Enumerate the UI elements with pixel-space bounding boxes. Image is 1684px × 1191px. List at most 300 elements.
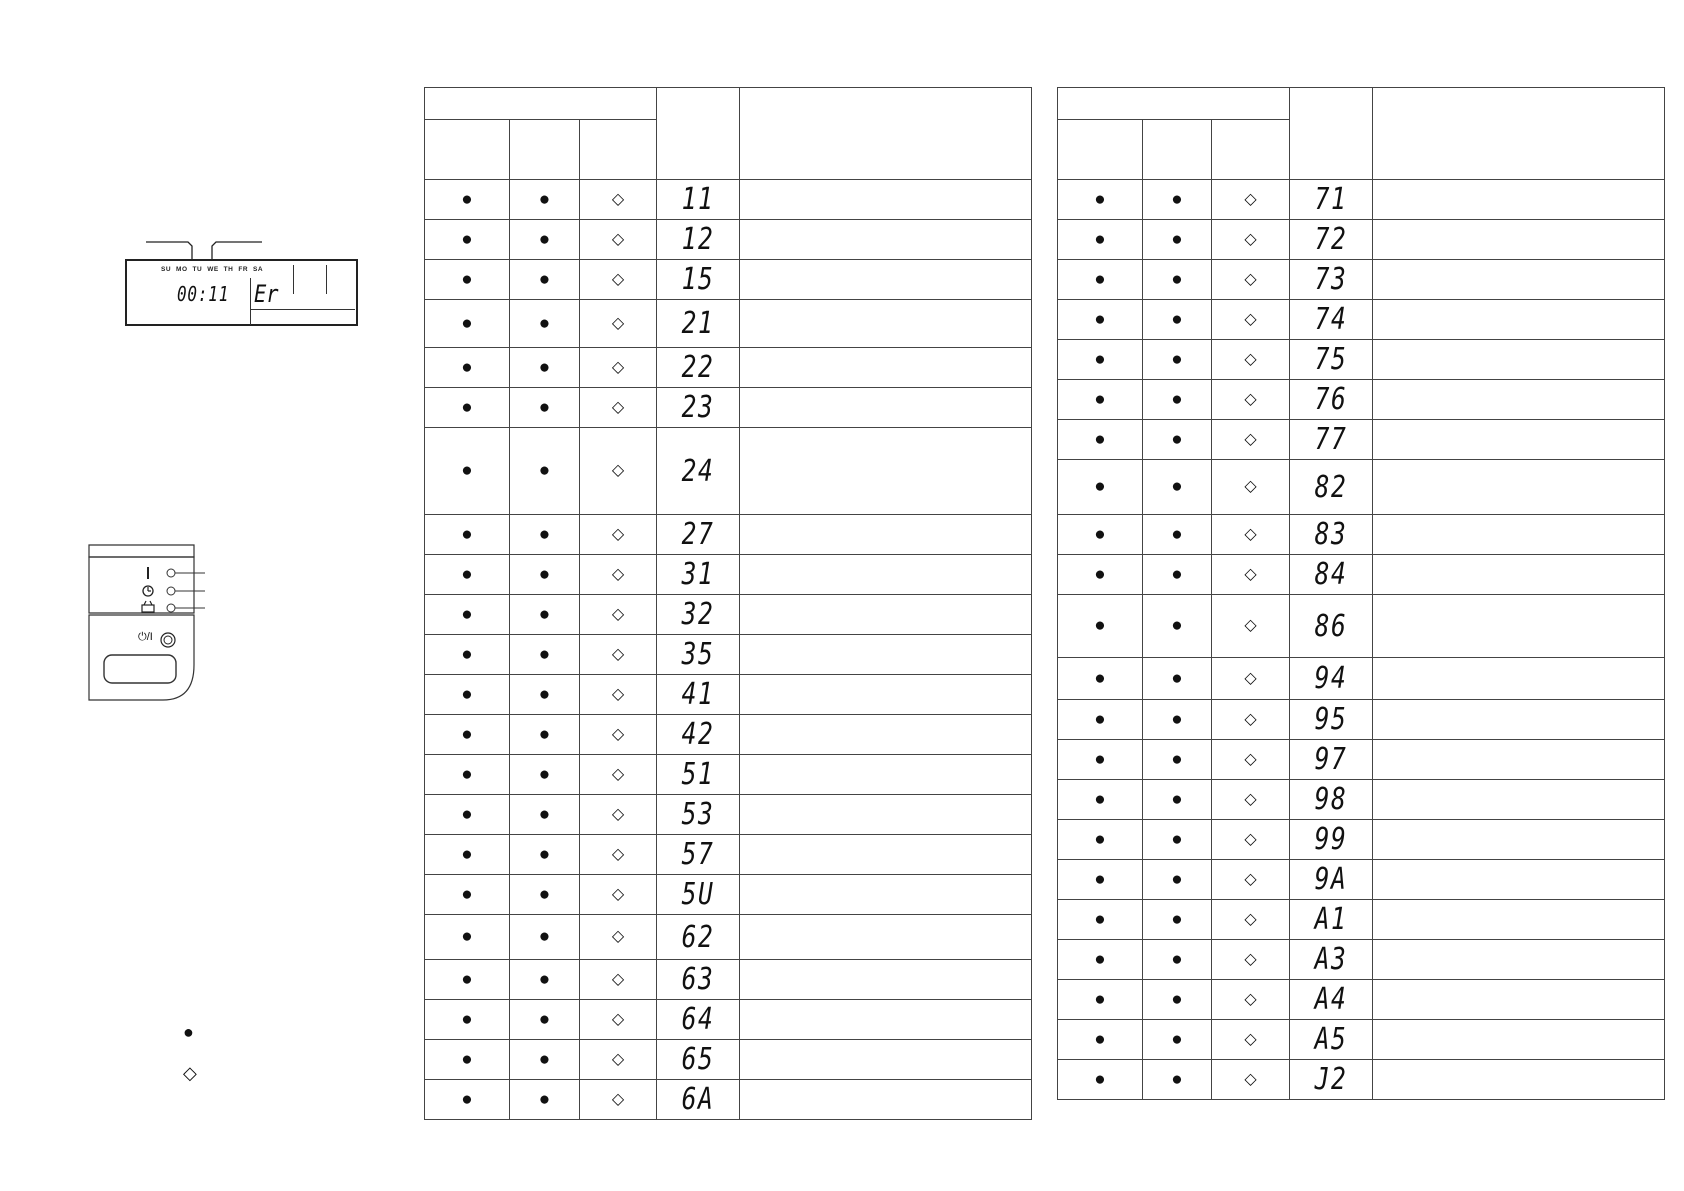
lamp-blink-indicator: ◇ [1244,990,1257,1008]
lamp-blink-indicator: ◇ [1244,478,1257,495]
description-cell-cell [1373,220,1665,260]
error-code: A4 [1314,982,1348,1017]
description-cell-cell [740,428,1032,515]
lamp-on-indicator: ● [461,312,473,334]
lamp-b-header [510,120,580,180]
description-cell-cell [740,1040,1032,1080]
error-code-cell [1290,900,1373,940]
lamp-blink-indicator-cell [580,595,657,635]
lamp-blink-indicator: ◇ [1244,190,1257,208]
lamp-on-indicator: ● [1094,428,1106,450]
error-code-cell [1290,595,1373,658]
table-row [425,1000,1032,1040]
table-row [425,755,1032,795]
error-code: 71 [1314,182,1348,217]
lamp-blink-indicator-cell [1212,940,1290,980]
lamp-on-indicator-cell [425,715,510,755]
lamp-on-indicator: ● [1171,476,1183,497]
lamp-blink-indicator-cell [1212,180,1290,220]
description-cell-cell [740,835,1032,875]
lamp-group-header [425,88,657,120]
description-cell-cell [740,555,1032,595]
description-header [740,88,1032,180]
description-cell-cell [1373,658,1665,700]
lamp-on-indicator-cell [425,595,510,635]
description-header [1373,88,1665,180]
lamp-on-indicator: ● [538,228,551,250]
description-cell-cell [1373,460,1665,515]
lamp-blink-indicator: ◇ [611,270,625,288]
lamp-on-indicator: ● [1171,748,1183,770]
lamp-on-indicator: ● [538,188,551,210]
description-cell-cell [740,960,1032,1000]
lamp-on-indicator: ● [461,1048,473,1070]
lamp-on-indicator-cell [1143,1060,1212,1100]
lamp-c-header [580,120,657,180]
error-code: 65 [681,1042,715,1077]
lcd-day: MO [176,266,188,273]
lamp-on-indicator-cell [510,875,580,915]
lcd-segment [326,265,327,294]
lamp-blink-indicator-cell [1212,740,1290,780]
lamp-on-indicator-cell [1058,820,1143,860]
table-row [1058,220,1665,260]
error-code-cell [657,220,740,260]
lamp-on-indicator: ● [1094,348,1106,370]
lamp-on-indicator-cell [425,1080,510,1120]
lamp-on-indicator: ● [461,883,473,905]
lamp-on-indicator: ● [538,683,551,705]
lamp-blink-indicator: ◇ [611,565,625,583]
lamp-on-indicator: ● [1094,1028,1106,1050]
error-code-cell [1290,1060,1373,1100]
lamp-on-indicator: ● [538,643,551,665]
lamp-blink-indicator-cell [580,1080,657,1120]
lamp-on-indicator-cell [510,1000,580,1040]
error-code-cell [1290,420,1373,460]
lamp-on-indicator-cell [1058,980,1143,1020]
table-row [1058,515,1665,555]
table-row [1058,780,1665,820]
lamp-on-indicator: ● [461,523,473,545]
lamp-blink-indicator: ◇ [1244,617,1257,634]
lamp-on-indicator-cell [510,595,580,635]
lamp-on-indicator: ● [538,723,551,745]
lamp-on-indicator: ● [1094,788,1106,810]
table-row [1058,180,1665,220]
description-cell-cell [1373,515,1665,555]
legend-on-symbol: ● [183,1022,194,1042]
lamp-on-indicator: ● [461,603,473,625]
lamp-blink-indicator-cell [580,1000,657,1040]
error-code-cell [1290,460,1373,515]
lamp-on-indicator-cell [1143,820,1212,860]
error-code-cell [1290,555,1373,595]
error-code-cell [657,835,740,875]
error-code-cell [657,1040,740,1080]
lamp-blink-indicator: ◇ [1244,710,1257,728]
error-code: 64 [681,1002,715,1037]
lamp-on-indicator: ● [538,396,551,418]
lamp-on-indicator-cell [425,915,510,960]
lamp-on-indicator: ● [1094,908,1106,930]
table-row [1058,980,1665,1020]
lamp-blink-indicator: ◇ [611,645,625,663]
error-code: 94 [1314,661,1348,696]
lcd-day: FR [238,266,249,273]
lamp-on-indicator-cell [425,755,510,795]
legend-blink-symbol: ◇ [183,1063,197,1083]
lamp-blink-indicator: ◇ [611,805,625,823]
lamp-on-indicator-cell [510,388,580,428]
table-row [425,875,1032,915]
error-code-cell [657,960,740,1000]
lcd-error-code: Er [254,280,279,308]
lamp-on-indicator: ● [1171,308,1183,330]
code-header [657,88,740,180]
description-cell-cell [740,795,1032,835]
description-cell-cell [740,715,1032,755]
lamp-blink-indicator-cell [1212,595,1290,658]
error-code: 27 [681,517,715,552]
error-code-cell [1290,260,1373,300]
error-code-cell [657,260,740,300]
error-code: 86 [1314,608,1348,644]
lamp-on-indicator-cell [425,515,510,555]
lamp-on-indicator-cell [1058,260,1143,300]
table-row [425,515,1032,555]
error-code: 84 [1314,557,1348,592]
lamp-on-indicator: ● [1094,268,1106,290]
error-code: 22 [681,350,715,385]
lamp-on-indicator-cell [1143,780,1212,820]
lamp-blink-indicator: ◇ [1244,870,1257,888]
lamp-on-indicator: ● [1171,228,1183,250]
lamp-on-indicator: ● [461,356,473,378]
lamp-on-indicator-cell [510,795,580,835]
lamp-on-indicator-cell [1143,740,1212,780]
lamp-on-indicator-cell [1143,300,1212,340]
error-code: 76 [1314,382,1348,417]
error-code-cell [1290,940,1373,980]
description-cell-cell [740,1080,1032,1120]
table-row [425,428,1032,515]
lamp-blink-indicator: ◇ [1244,750,1257,768]
lamp-on-indicator-cell [510,715,580,755]
lamp-on-indicator: ● [1171,908,1183,930]
lamp-blink-indicator: ◇ [1244,1070,1257,1088]
lamp-blink-indicator-cell [1212,900,1290,940]
description-cell-cell [1373,860,1665,900]
description-cell-cell [740,260,1032,300]
lamp-on-indicator: ● [1094,476,1106,497]
lamp-on-indicator-cell [1143,940,1212,980]
lamp-on-indicator-cell [1058,940,1143,980]
lamp-on-indicator: ● [538,563,551,585]
lamp-on-indicator: ● [538,803,551,825]
lamp-blink-indicator: ◇ [1244,270,1257,288]
lamp-on-indicator-cell [1058,1020,1143,1060]
lamp-on-indicator-cell [510,835,580,875]
lamp-on-indicator: ● [461,228,473,250]
description-cell-cell [740,388,1032,428]
lamp-blink-indicator: ◇ [1244,525,1257,543]
lamp-blink-indicator-cell [1212,700,1290,740]
description-cell-cell [1373,420,1665,460]
error-code-cell [657,300,740,348]
lamp-blink-indicator-cell [1212,1060,1290,1100]
operation-lamp-icon [148,567,205,579]
lamp-blink-indicator-cell [580,180,657,220]
lcd-day: TH [223,266,234,273]
lamp-blink-indicator: ◇ [611,1050,625,1068]
error-code-cell [1290,340,1373,380]
lamp-blink-indicator: ◇ [1244,390,1257,408]
lamp-on-indicator-cell [1058,380,1143,420]
lcd-day: WE [207,266,219,273]
error-code-cell [657,388,740,428]
lamp-on-indicator-cell [1058,220,1143,260]
lamp-blink-indicator: ◇ [1244,350,1257,368]
description-cell-cell [740,1000,1032,1040]
lamp-blink-indicator: ◇ [611,358,625,376]
lamp-blink-indicator-cell [1212,460,1290,515]
error-code-cell [657,875,740,915]
lamp-blink-indicator: ◇ [611,685,625,703]
lamp-on-indicator-cell [425,428,510,515]
error-code-cell [657,555,740,595]
lamp-on-indicator-cell [510,300,580,348]
table-body-left [425,180,1032,1120]
error-code-cell [1290,860,1373,900]
lamp-on-indicator: ● [1171,388,1183,410]
table-row [425,795,1032,835]
error-code-cell [1290,180,1373,220]
lamp-blink-indicator-cell [580,515,657,555]
table-row [425,260,1032,300]
lamp-on-indicator: ● [461,723,473,745]
table-row [1058,300,1665,340]
description-cell-cell [740,875,1032,915]
lamp-on-indicator: ● [1171,1068,1183,1090]
error-code-cell [1290,780,1373,820]
table-row [425,388,1032,428]
lamp-blink-indicator-cell [580,388,657,428]
table-row [425,595,1032,635]
lamp-on-indicator: ● [1171,348,1183,370]
description-cell-cell [740,348,1032,388]
lamp-blink-indicator-cell [580,220,657,260]
table-row [1058,940,1665,980]
error-code: 6A [681,1082,715,1117]
lamp-blink-indicator-cell [580,1040,657,1080]
code-header [1290,88,1373,180]
error-code: 12 [681,222,715,257]
lamp-on-indicator-cell [1143,220,1212,260]
lamp-on-indicator-cell [1058,860,1143,900]
lamp-blink-indicator: ◇ [611,928,625,945]
lamp-blink-indicator: ◇ [611,765,625,783]
lamp-blink-indicator: ◇ [611,885,625,903]
lamp-blink-indicator: ◇ [611,314,625,332]
table-row [425,555,1032,595]
lamp-blink-indicator: ◇ [611,462,625,479]
error-code: 21 [681,306,715,341]
lamp-on-indicator-cell [425,1040,510,1080]
lamp-on-indicator: ● [461,803,473,825]
table-row [1058,860,1665,900]
table-row [425,960,1032,1000]
lamp-on-indicator: ● [1094,948,1106,970]
table-row [425,1080,1032,1120]
lamp-on-indicator-cell [1143,980,1212,1020]
lamp-on-indicator-cell [510,348,580,388]
error-code: 82 [1314,469,1348,505]
table-row [425,675,1032,715]
lamp-blink-indicator-cell [1212,1020,1290,1060]
lamp-on-indicator: ● [1171,708,1183,730]
lamp-on-indicator-cell [1058,300,1143,340]
error-code: J2 [1314,1062,1348,1097]
table-row [1058,460,1665,515]
lamp-on-indicator: ● [538,1048,551,1070]
lamp-on-indicator-cell [1143,658,1212,700]
description-cell-cell [1373,555,1665,595]
table-row [1058,260,1665,300]
lamp-on-indicator: ● [538,460,551,481]
lcd-time-readout: 00:11 [177,282,230,306]
lamp-blink-indicator-cell [1212,220,1290,260]
lamp-on-indicator: ● [1171,828,1183,850]
lamp-blink-indicator-cell [1212,820,1290,860]
lamp-on-indicator: ● [461,396,473,418]
lamp-on-indicator-cell [1143,460,1212,515]
error-code-cell [1290,380,1373,420]
lamp-on-indicator-cell [510,260,580,300]
lamp-on-indicator-cell [1058,780,1143,820]
remote-lcd-display [125,259,358,326]
table-row [1058,658,1665,700]
error-code-cell [657,1080,740,1120]
lamp-on-indicator-cell [510,555,580,595]
lamp-on-indicator: ● [1094,748,1106,770]
lamp-blink-indicator: ◇ [611,970,625,988]
lamp-on-indicator-cell [1058,460,1143,515]
lamp-on-indicator: ● [538,1088,551,1110]
lamp-on-indicator: ● [1094,988,1106,1010]
lamp-on-indicator-cell [425,180,510,220]
error-code: 41 [681,677,715,712]
lamp-on-indicator-cell [1058,180,1143,220]
lamp-on-indicator-cell [510,515,580,555]
lamp-on-indicator-cell [1143,555,1212,595]
error-code-cell [657,348,740,388]
error-code: 57 [681,837,715,872]
lcd-day: SU [161,266,172,273]
lamp-on-indicator-cell [510,755,580,795]
lamp-a-header [425,120,510,180]
lamp-blink-indicator: ◇ [1244,430,1257,448]
timer-lamp-icon [143,586,205,596]
description-cell-cell [1373,700,1665,740]
lamp-on-indicator: ● [1094,1068,1106,1090]
lamp-on-indicator: ● [461,563,473,585]
description-cell-cell [1373,1020,1665,1060]
error-code: 83 [1314,517,1348,552]
error-code-cell [657,180,740,220]
lamp-on-indicator-cell [510,675,580,715]
error-code: 32 [681,597,715,632]
error-code: 77 [1314,422,1348,457]
lamp-blink-indicator: ◇ [1244,950,1257,968]
table-row [1058,1020,1665,1060]
description-cell-cell [1373,900,1665,940]
error-code: 73 [1314,262,1348,297]
error-code-cell [657,428,740,515]
lamp-on-indicator-cell [425,300,510,348]
error-code-cell [657,635,740,675]
table-body-right [1058,180,1665,1100]
lamp-blink-indicator: ◇ [611,1090,625,1108]
table-row [1058,595,1665,658]
lamp-on-indicator-cell [425,260,510,300]
error-code-cell [657,915,740,960]
lamp-on-indicator: ● [461,268,473,290]
error-code: 42 [681,717,715,752]
lamp-on-indicator: ● [1171,667,1183,689]
table-row [1058,555,1665,595]
lamp-on-indicator-cell [1058,658,1143,700]
lamp-blink-indicator-cell [580,875,657,915]
lamp-on-indicator: ● [538,843,551,865]
lamp-blink-indicator-cell [1212,420,1290,460]
lamp-on-indicator: ● [538,763,551,785]
description-cell-cell [740,595,1032,635]
table-row [1058,900,1665,940]
description-cell-cell [1373,820,1665,860]
lamp-on-indicator-cell [1058,740,1143,780]
description-cell-cell [740,300,1032,348]
table-row [1058,740,1665,780]
description-cell-cell [740,515,1032,555]
lamp-on-indicator: ● [538,883,551,905]
table-row [425,915,1032,960]
lamp-on-indicator-cell [1143,340,1212,380]
error-code-cell [657,715,740,755]
lcd-day: SA [253,266,264,273]
lamp-on-indicator: ● [1171,268,1183,290]
lamp-on-indicator: ● [461,763,473,785]
lamp-on-indicator-cell [425,220,510,260]
table-row [425,300,1032,348]
filter-lamp-icon [142,601,205,612]
description-cell-cell [1373,260,1665,300]
lamp-on-indicator: ● [538,926,551,947]
power-button-icon [161,633,175,647]
lamp-on-indicator-cell [1058,340,1143,380]
error-code-cell [1290,1020,1373,1060]
table-row [1058,700,1665,740]
lamp-blink-indicator-cell [580,715,657,755]
lamp-blink-indicator-cell [1212,380,1290,420]
error-code-table-left [424,87,1032,1120]
lamp-on-indicator-cell [1143,860,1212,900]
lamp-blink-indicator: ◇ [1244,565,1257,583]
lamp-blink-indicator-cell [580,675,657,715]
lamp-on-indicator: ● [1171,988,1183,1010]
lamp-on-indicator: ● [1094,523,1106,545]
error-code: 15 [681,262,715,297]
